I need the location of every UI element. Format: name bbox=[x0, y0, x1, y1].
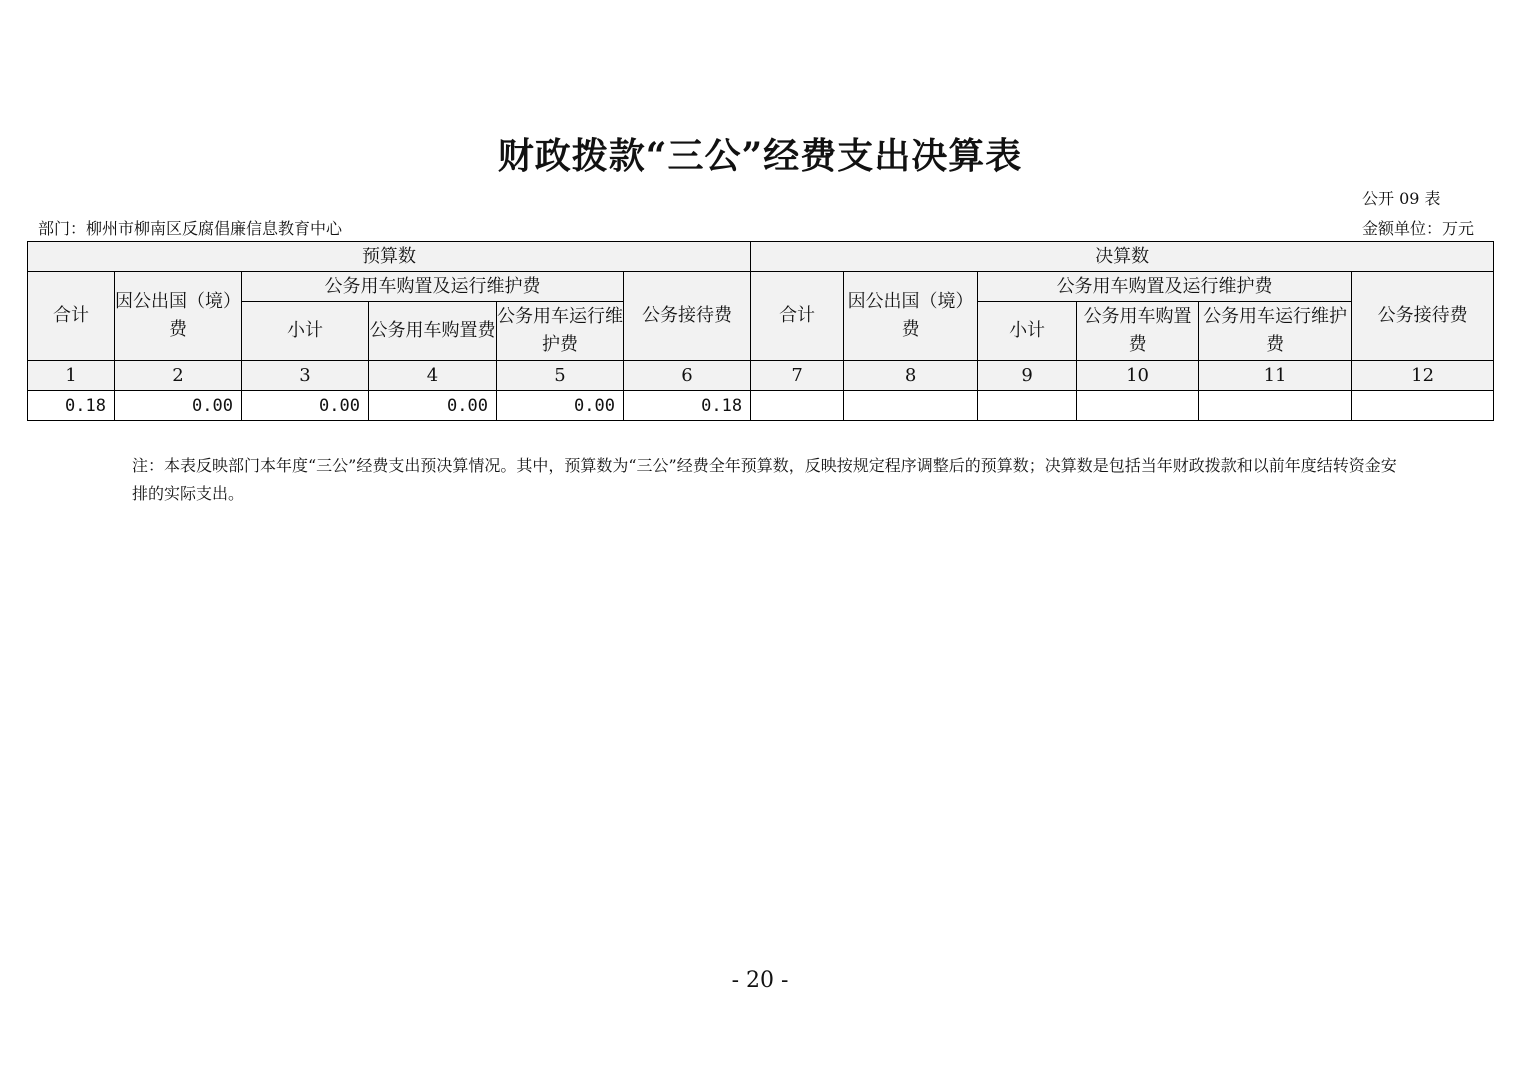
value-cell bbox=[844, 391, 978, 421]
value-cell: 0.18 bbox=[624, 391, 751, 421]
header-vehicle: 公务用车购置及运行维护费 bbox=[242, 272, 624, 302]
index-cell: 7 bbox=[751, 361, 844, 391]
header-purchase: 公务用车购置费 bbox=[369, 302, 497, 361]
department-label: 部门：柳州市柳南区反腐倡廉信息教育中心 bbox=[38, 219, 343, 238]
header-abroad: 因公出国（境）费 bbox=[844, 272, 978, 361]
index-cell: 2 bbox=[115, 361, 242, 391]
form-number: 公开 09 表 bbox=[1362, 189, 1441, 208]
value-cell: 0.18 bbox=[28, 391, 115, 421]
header-total: 合计 bbox=[28, 272, 115, 361]
page-title: 财政拨款“三公”经费支出决算表 bbox=[497, 135, 1023, 177]
value-cell bbox=[751, 391, 844, 421]
value-cell bbox=[978, 391, 1077, 421]
value-cell: 0.00 bbox=[242, 391, 369, 421]
header-reception: 公务接待费 bbox=[1352, 272, 1494, 361]
header-subtotal: 小计 bbox=[242, 302, 369, 361]
index-cell: 5 bbox=[497, 361, 624, 391]
value-cell: 0.00 bbox=[369, 391, 497, 421]
header-abroad: 因公出国（境）费 bbox=[115, 272, 242, 361]
header-operation: 公务用车运行维护费 bbox=[497, 302, 624, 361]
index-cell: 4 bbox=[369, 361, 497, 391]
index-cell: 11 bbox=[1199, 361, 1352, 391]
expense-table bbox=[27, 241, 1494, 421]
value-cell bbox=[1077, 391, 1199, 421]
header-budget-group: 预算数 bbox=[28, 242, 751, 272]
header-operation: 公务用车运行维护费 bbox=[1199, 302, 1352, 361]
value-cell: 0.00 bbox=[115, 391, 242, 421]
unit-label: 金额单位：万元 bbox=[1362, 219, 1475, 238]
index-cell: 8 bbox=[844, 361, 978, 391]
header-purchase: 公务用车购置费 bbox=[1077, 302, 1199, 361]
value-cell: 0.00 bbox=[497, 391, 624, 421]
index-cell: 3 bbox=[242, 361, 369, 391]
header-vehicle: 公务用车购置及运行维护费 bbox=[978, 272, 1352, 302]
index-cell: 9 bbox=[978, 361, 1077, 391]
value-cell bbox=[1352, 391, 1494, 421]
header-reception: 公务接待费 bbox=[624, 272, 751, 361]
index-cell: 12 bbox=[1352, 361, 1494, 391]
index-cell: 6 bbox=[624, 361, 751, 391]
index-cell: 10 bbox=[1077, 361, 1199, 391]
index-cell: 1 bbox=[28, 361, 115, 391]
header-total: 合计 bbox=[751, 272, 844, 361]
value-cell bbox=[1199, 391, 1352, 421]
header-subtotal: 小计 bbox=[978, 302, 1077, 361]
table-note: 注：本表反映部门本年度“三公”经费支出预决算情况。其中，预算数为“三公”经费全年预算数，反映按规定程序调整后的预算数；决算数是包括当年财政拨款和以前年度结转资金安排的实际支出。 bbox=[132, 456, 1397, 503]
header-final-group: 决算数 bbox=[751, 242, 1494, 272]
page-number: - 20 - bbox=[731, 968, 789, 993]
